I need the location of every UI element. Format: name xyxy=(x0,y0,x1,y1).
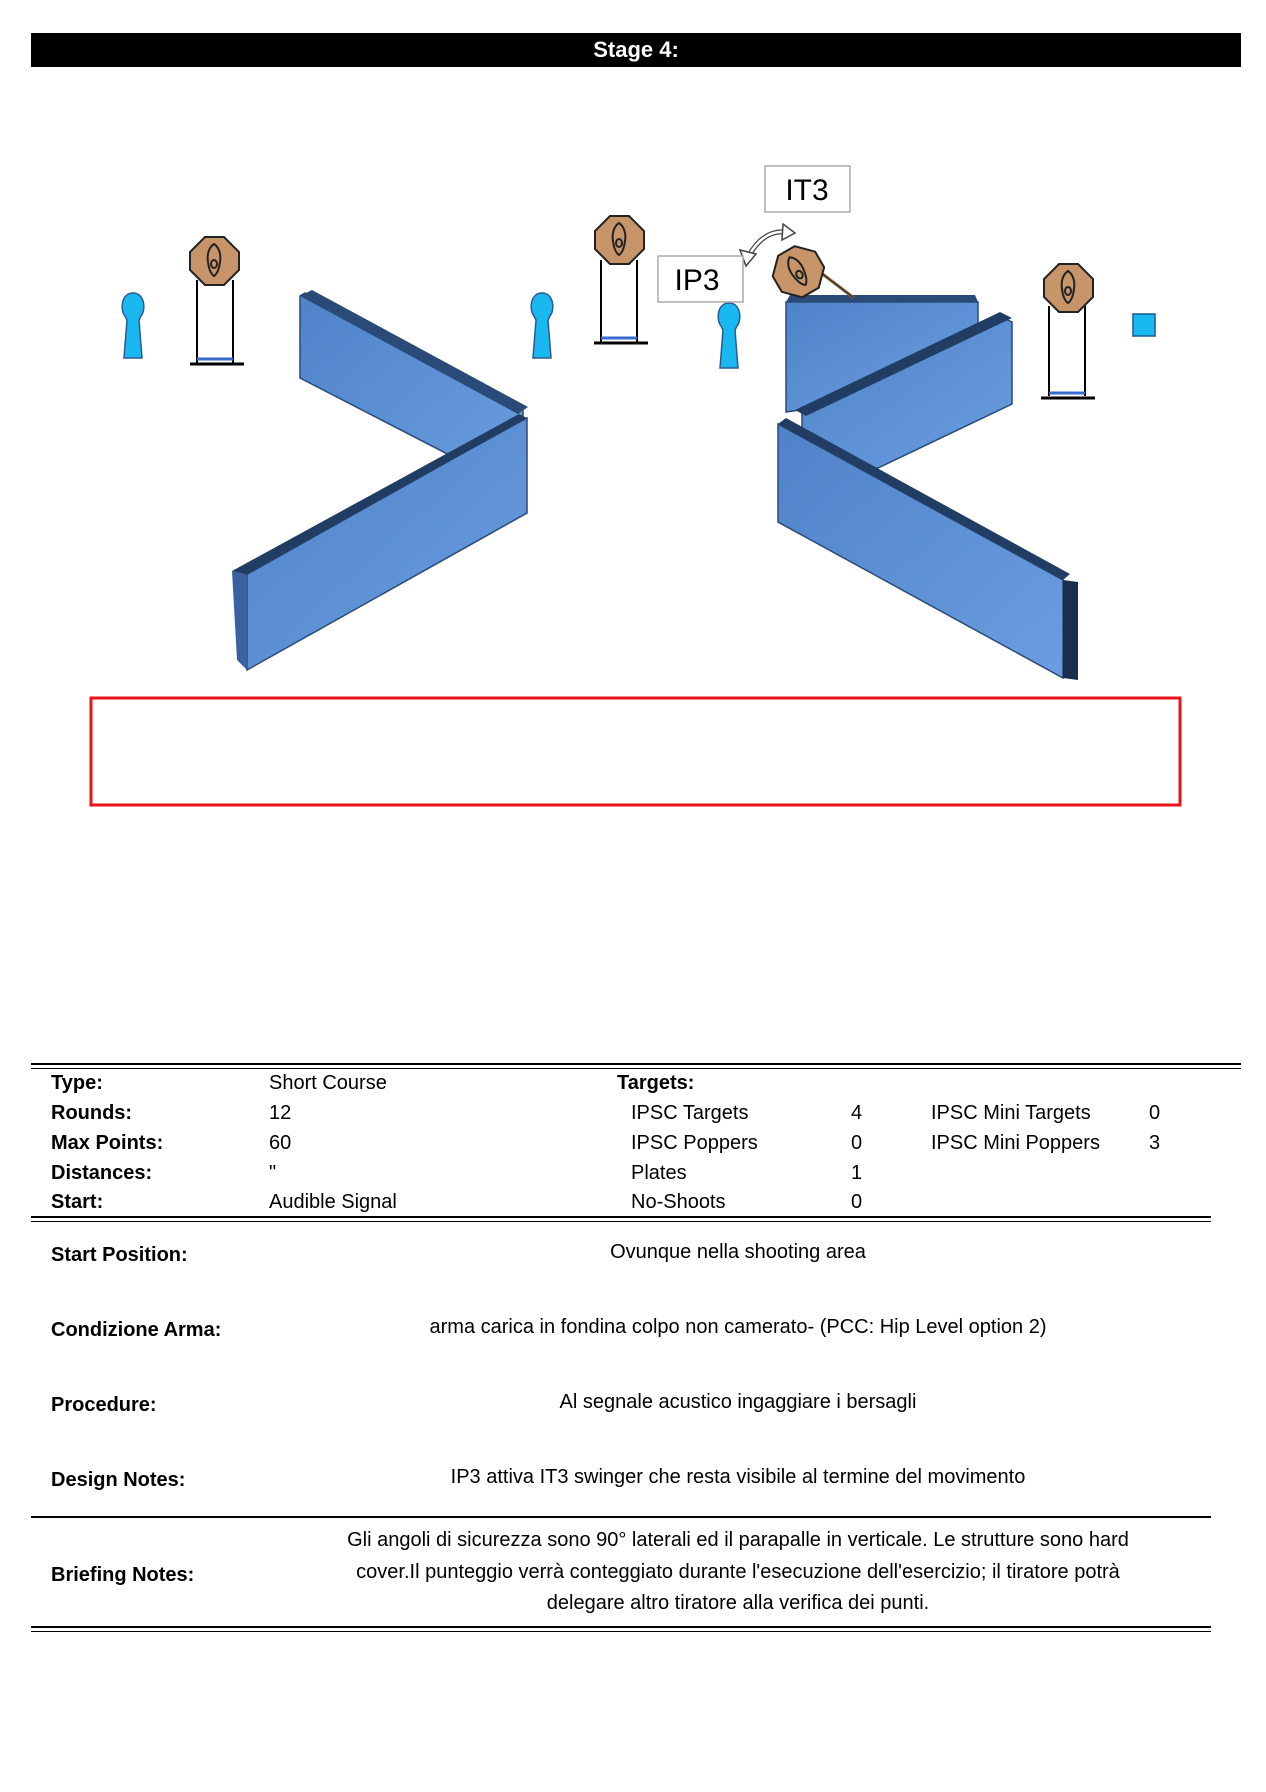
summary-bottom-rule xyxy=(31,1216,1211,1218)
distances-value: " xyxy=(269,1162,277,1184)
ipsc-mini-poppers-count: 3 xyxy=(1149,1132,1161,1154)
stage-diagram xyxy=(0,0,1266,820)
type-value: Short Course xyxy=(269,1072,387,1094)
procedure-value: Al segnale acustico ingaggiare i bersagli xyxy=(559,1391,917,1413)
plates-count: 1 xyxy=(851,1162,863,1184)
rounds-label: Rounds: xyxy=(51,1102,133,1124)
ipsc-target-2 xyxy=(594,216,648,343)
ipsc-poppers-count: 0 xyxy=(851,1132,863,1154)
it3-tag xyxy=(765,166,850,212)
left-wall-end-cap xyxy=(232,571,247,670)
left-wall xyxy=(232,290,528,670)
ipsc-mini-targets-count: 0 xyxy=(1149,1102,1161,1124)
max-points-value: 60 xyxy=(269,1132,292,1154)
summary-bottom-rule-2 xyxy=(31,1221,1211,1222)
mini-popper-marker xyxy=(1133,314,1155,336)
summary-top-rule xyxy=(31,1063,1241,1065)
rounds-value: 12 xyxy=(269,1102,292,1124)
briefing-top-rule xyxy=(31,1516,1211,1518)
design-notes-label: Design Notes: xyxy=(51,1469,186,1491)
ipsc-targets-name: IPSC Targets xyxy=(631,1102,749,1124)
right-wall-back-top xyxy=(786,295,978,302)
ipsc-target-1 xyxy=(190,237,244,364)
it3-tag-label: IT3 xyxy=(785,174,829,207)
type-label: Type: xyxy=(51,1072,103,1094)
briefing-notes-line-2: cover.Il punteggio verrà conteggiato durante l'esecuzione dell'esercizio; il tiratore potrà xyxy=(356,1561,1120,1583)
summary-top-rule-2 xyxy=(31,1068,1241,1069)
targets-label: Targets: xyxy=(617,1072,695,1094)
ipsc-targets-count: 4 xyxy=(851,1102,863,1124)
distances-label: Distances: xyxy=(51,1162,153,1184)
ip3-tag xyxy=(658,256,743,302)
procedure-label: Procedure: xyxy=(51,1394,157,1416)
no-shoot-3 xyxy=(718,303,740,368)
ipsc-mini-poppers-name: IPSC Mini Poppers xyxy=(931,1132,1100,1154)
start-position-label: Start Position: xyxy=(51,1244,188,1266)
no-shoot-1 xyxy=(122,293,144,358)
briefing-notes-label: Briefing Notes: xyxy=(51,1564,195,1586)
ipsc-target-4 xyxy=(1041,264,1095,398)
start-value: Audible Signal xyxy=(269,1191,397,1213)
briefing-notes-line-1: Gli angoli di sicurezza sono 90° laterali ed il parapalle in verticale. Le strutture sono hard xyxy=(347,1529,1129,1551)
start-label: Start: xyxy=(51,1191,104,1213)
max-points-label: Max Points: xyxy=(51,1132,164,1154)
no-shoots-count: 0 xyxy=(851,1191,863,1213)
design-notes-value: IP3 attiva IT3 swinger che resta visibile al termine del movimento xyxy=(450,1466,1026,1488)
start-position-value: Ovunque nella shooting area xyxy=(610,1241,866,1263)
it3-swinger-target xyxy=(765,239,854,305)
condizione-arma-label: Condizione Arma: xyxy=(51,1319,222,1341)
briefing-notes-line-3: delegare altro tiratore alla verifica dei punti. xyxy=(546,1592,930,1614)
plates-name: Plates xyxy=(631,1162,687,1184)
ip3-tag-label: IP3 xyxy=(674,264,720,297)
right-wall-end-cap xyxy=(1063,580,1078,680)
no-shoot-2 xyxy=(531,293,553,358)
ipsc-poppers-name: IPSC Poppers xyxy=(631,1132,758,1154)
right-wall xyxy=(778,295,1078,680)
stage-title: Stage 4: xyxy=(593,37,679,62)
no-shoots-name: No-Shoots xyxy=(631,1191,726,1213)
shooting-area-fault-line xyxy=(91,698,1180,805)
briefing-bottom-rule-2 xyxy=(31,1631,1211,1632)
condizione-arma-value: arma carica in fondina colpo non camerato- (PCC: Hip Level option 2) xyxy=(429,1316,1047,1338)
ipsc-mini-targets-name: IPSC Mini Targets xyxy=(931,1102,1091,1124)
briefing-bottom-rule xyxy=(31,1626,1211,1628)
